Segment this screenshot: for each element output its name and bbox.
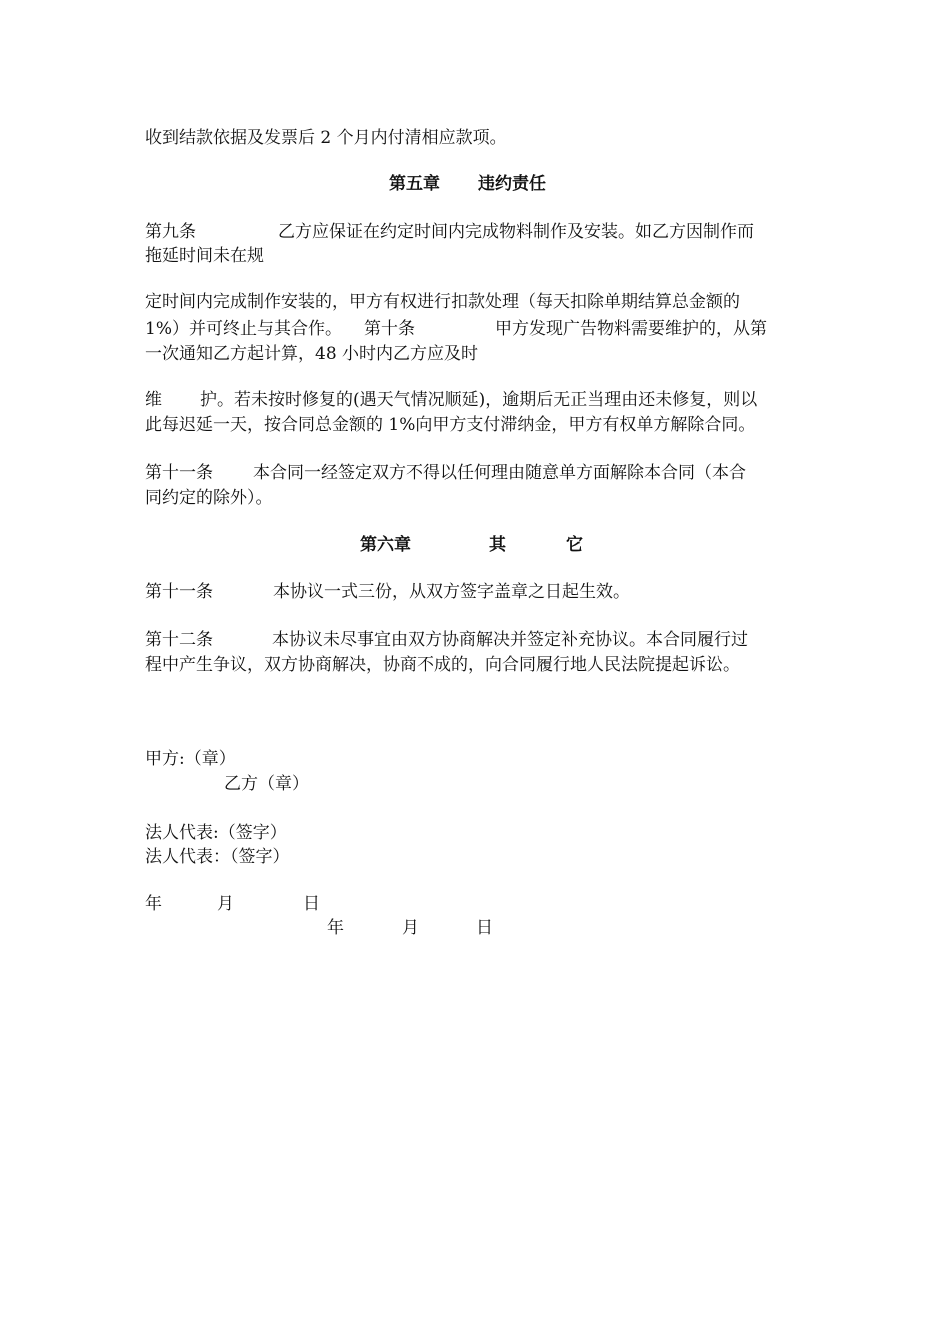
article-11a-label: 第十一条 bbox=[145, 463, 213, 483]
party-a-month: 月 bbox=[217, 894, 234, 914]
article-11a-line-2: 同约定的除外）。 bbox=[145, 488, 273, 508]
article-9-cont-text: 1%）并可终止与其合作。 bbox=[145, 319, 342, 339]
article-10-cont-text: 护。若未按时修复的(遇天气情况顺延)，逾期后无正当理由还未修复，则以 bbox=[200, 390, 758, 410]
article-9-line-2: 拖延时间未在规 bbox=[145, 246, 264, 266]
chapter-5-title: 违约责任 bbox=[478, 174, 546, 194]
article-11b-text: 本协议一式三份，从双方签字盖章之日起生效。 bbox=[273, 582, 630, 602]
party-a-representative: 法人代表:（签字） bbox=[145, 823, 287, 843]
party-b-representative: 法人代表：（签字） bbox=[145, 847, 290, 867]
party-b-seal: 乙方（章） bbox=[224, 774, 309, 794]
article-10-cont-line-2: 此每迟延一天，按合同总金额的 1%向甲方支付滞纳金，甲方有权单方解除合同。 bbox=[145, 415, 756, 435]
party-b-date bbox=[327, 916, 493, 940]
article-10-cont-word: 维 bbox=[145, 390, 162, 410]
article-9-text: 乙方应保证在约定时间内完成物料制作及安装。如乙方因制作而 bbox=[278, 222, 754, 242]
article-9-label: 第九条 bbox=[145, 222, 196, 242]
party-b-year: 年 bbox=[327, 918, 344, 938]
chapter-6-word-1: 其 bbox=[489, 535, 506, 555]
party-a-date bbox=[145, 892, 320, 916]
chapter-6-heading bbox=[360, 533, 583, 557]
article-11a-text: 本合同一经签定双方不得以任何理由随意单方面解除本合同（本合 bbox=[253, 463, 746, 483]
party-a-seal: 甲方:（章） bbox=[145, 749, 236, 769]
party-a-day: 日 bbox=[303, 894, 320, 914]
article-10-text: 甲方发现广告物料需要维护的，从第 bbox=[494, 319, 767, 339]
article-10-line-2: 一次通知乙方起计算，48 小时内乙方应及时 bbox=[145, 344, 479, 364]
article-9-cont-line-1: 定时间内完成制作安装的，甲方有权进行扣款处理（每天扣除单期结算总金额的 bbox=[145, 292, 740, 312]
article-12-line-2: 程中产生争议，双方协商解决，协商不成的，向合同履行地人民法院提起诉讼。 bbox=[145, 655, 740, 675]
article-9-line-1 bbox=[145, 220, 754, 244]
article-9-cont-line-2 bbox=[145, 317, 767, 341]
party-b-month: 月 bbox=[402, 918, 419, 938]
payment-clause: 收到结款依据及发票后 2 个月内付清相应款项。 bbox=[145, 128, 507, 148]
chapter-6-word-2: 它 bbox=[566, 535, 583, 555]
article-11b-label: 第十一条 bbox=[145, 582, 213, 602]
article-12-line-1 bbox=[145, 628, 748, 652]
article-11a-line-1 bbox=[145, 461, 746, 485]
article-10-label: 第十条 bbox=[363, 319, 415, 339]
article-11b bbox=[145, 580, 630, 604]
article-12-label: 第十二条 bbox=[145, 630, 213, 650]
chapter-6-number: 第六章 bbox=[360, 535, 411, 555]
party-b-day: 日 bbox=[476, 918, 493, 938]
chapter-5-number: 第五章 bbox=[389, 174, 440, 194]
article-12-text: 本协议未尽事宜由双方协商解决并签定补充协议。本合同履行过 bbox=[272, 630, 748, 650]
chapter-5-heading bbox=[389, 172, 546, 196]
party-a-year: 年 bbox=[145, 894, 162, 914]
article-10-cont-line-1 bbox=[145, 388, 757, 412]
